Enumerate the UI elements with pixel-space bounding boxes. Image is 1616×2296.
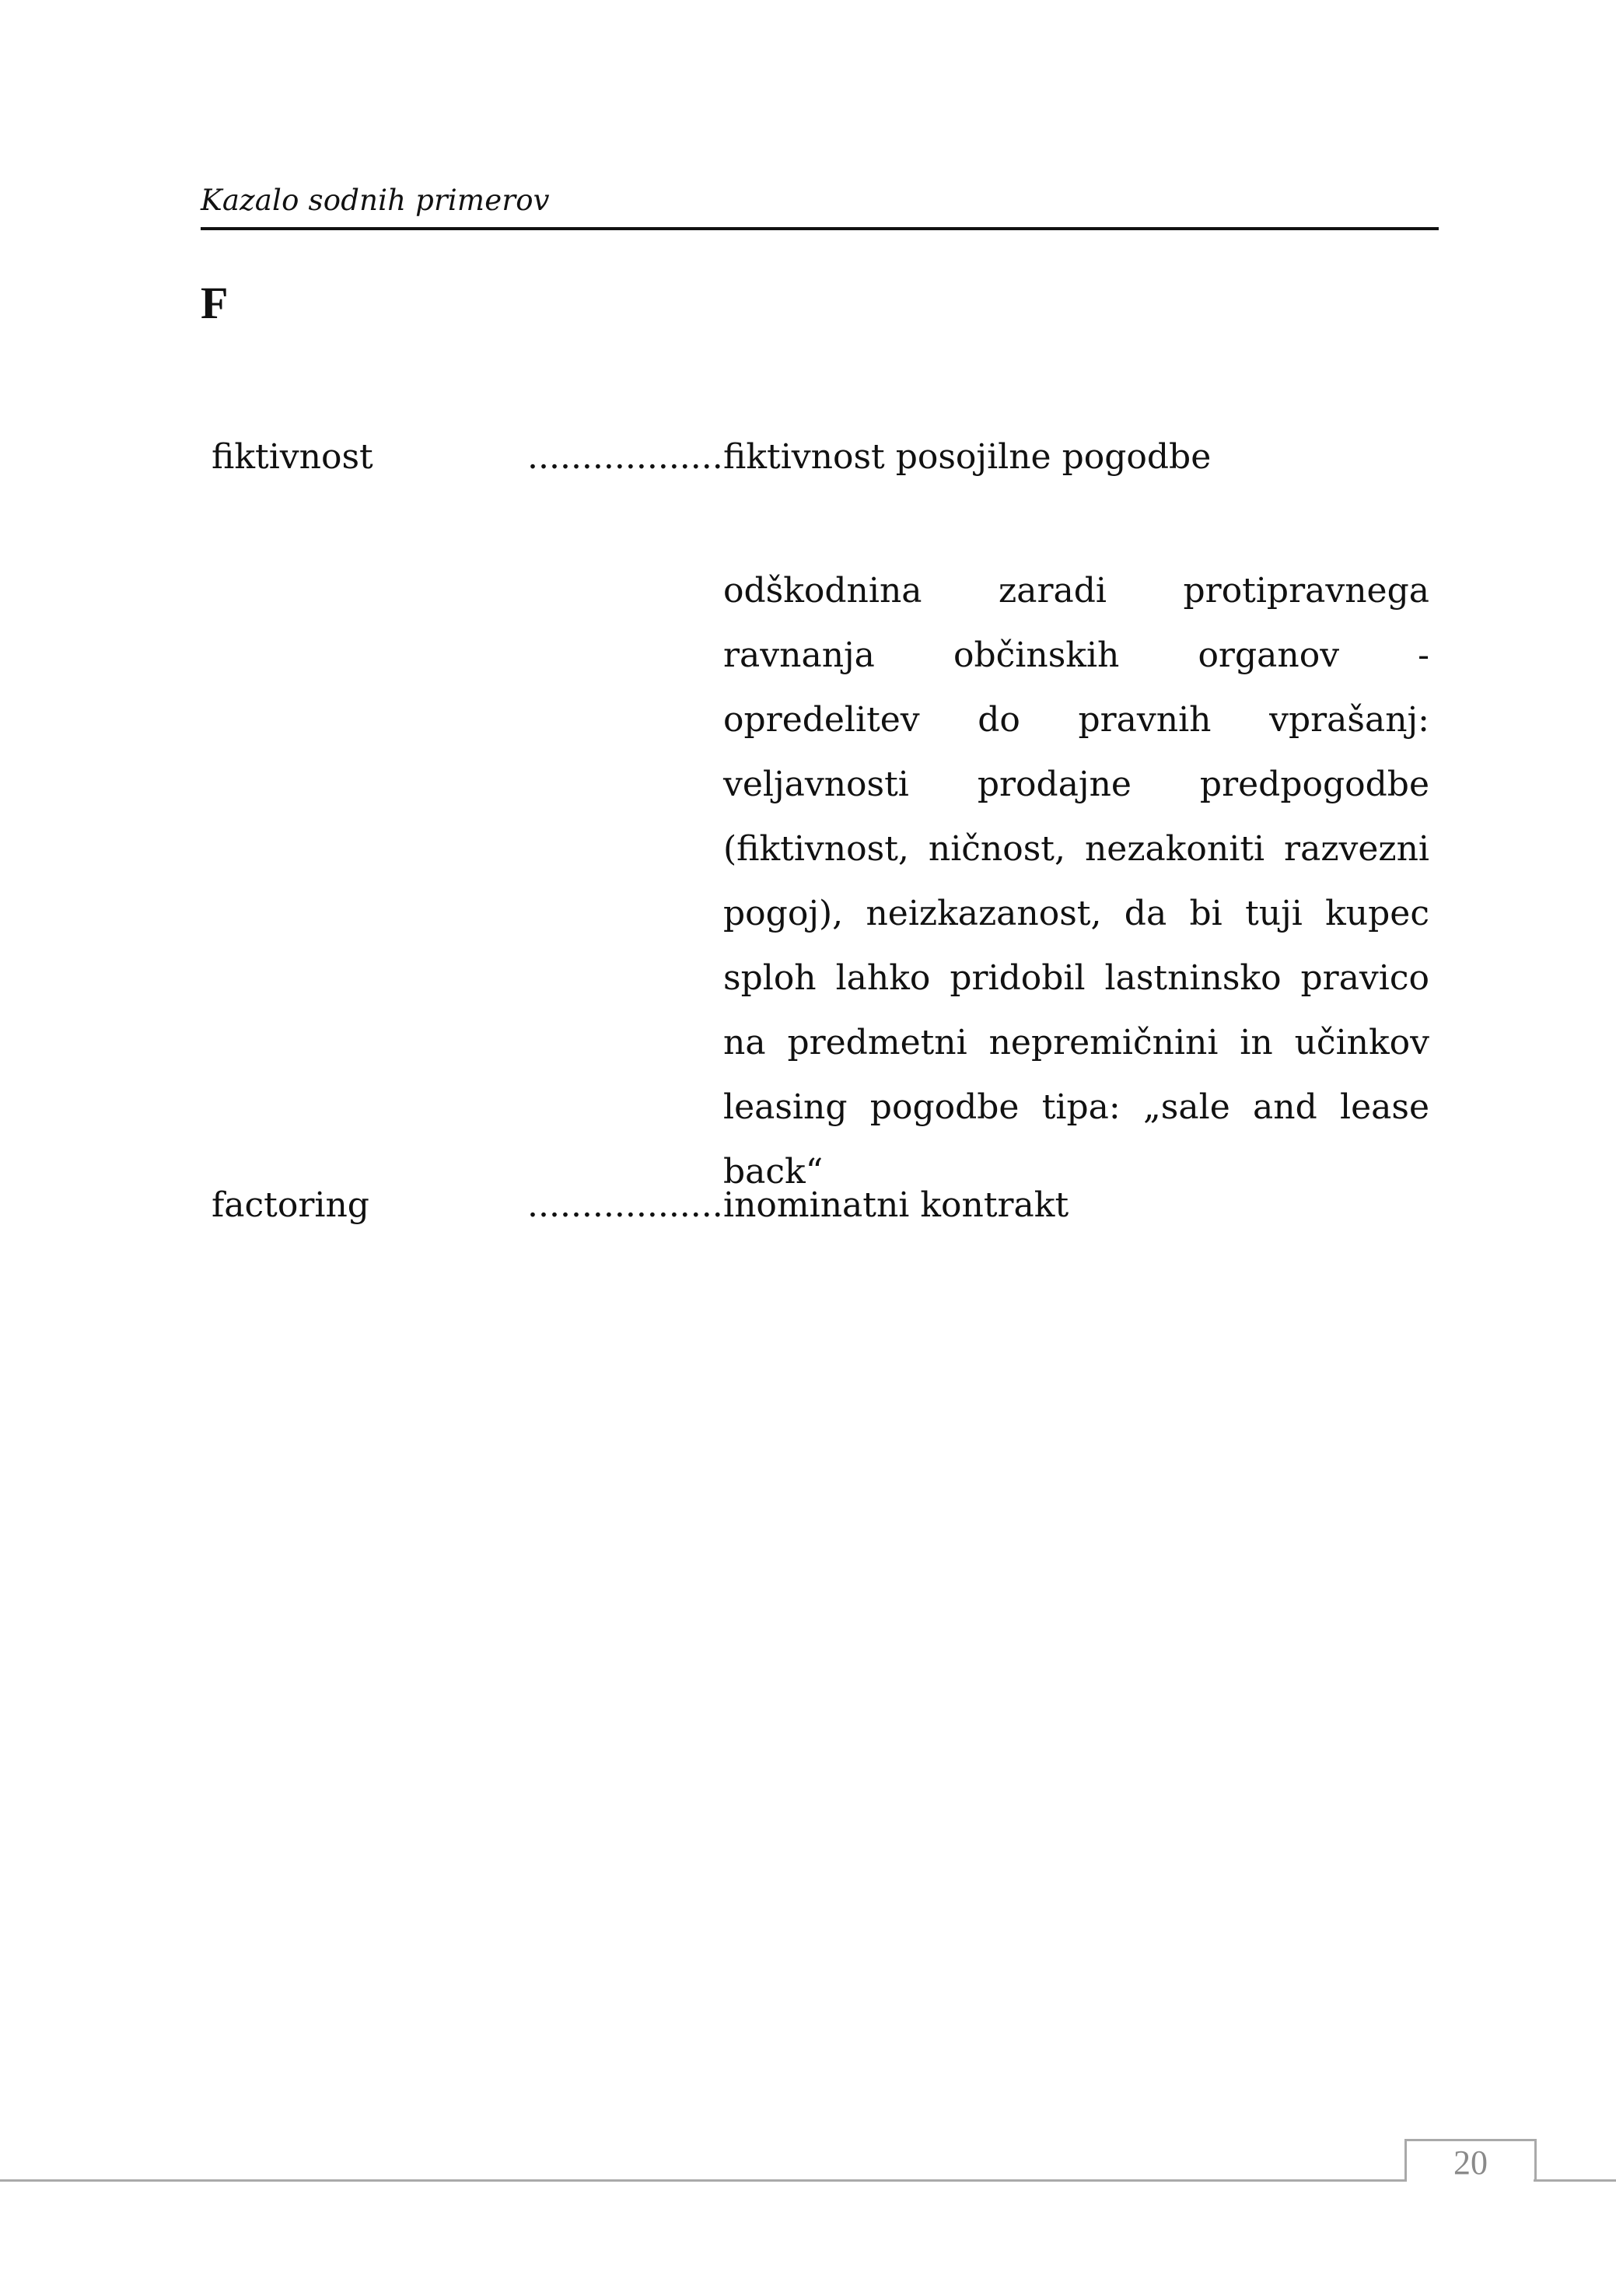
entry-leader-dots: .................. (527, 437, 723, 477)
entry-description: odškodnina zaradi protipravnega ravnanja občinskih organov - opredelitev do pravnih vprašanj: veljavnosti prodajne predpogodbe (fiktivnost, ničnost, nezakoniti razvezni pogoj), neizkazanost, da bi tuji kupec sploh lahko pridobil lastninsko pravico na predmetni nepremičnini in učinkov leasing pogodbe tipa: „sale and lease back“ (723, 571, 1429, 1192)
running-header (201, 180, 1439, 230)
entry-description: inominatni kontrakt (723, 1185, 1069, 1225)
page-number-tab (1404, 2139, 1537, 2182)
footer-rule (0, 2179, 1406, 2182)
section-letter: F (201, 278, 229, 328)
entry-term: fiktivnost (212, 437, 373, 477)
footer-rule (1534, 2179, 1616, 2182)
entry-description: fiktivnost posojilne pogodbe (723, 437, 1212, 477)
page-number: 20 (1453, 2144, 1488, 2182)
running-header-title: Kazalo sodnih primerov (201, 184, 550, 217)
entry-leader-dots: .................. (527, 1185, 723, 1225)
entry-term: factoring (212, 1185, 369, 1225)
